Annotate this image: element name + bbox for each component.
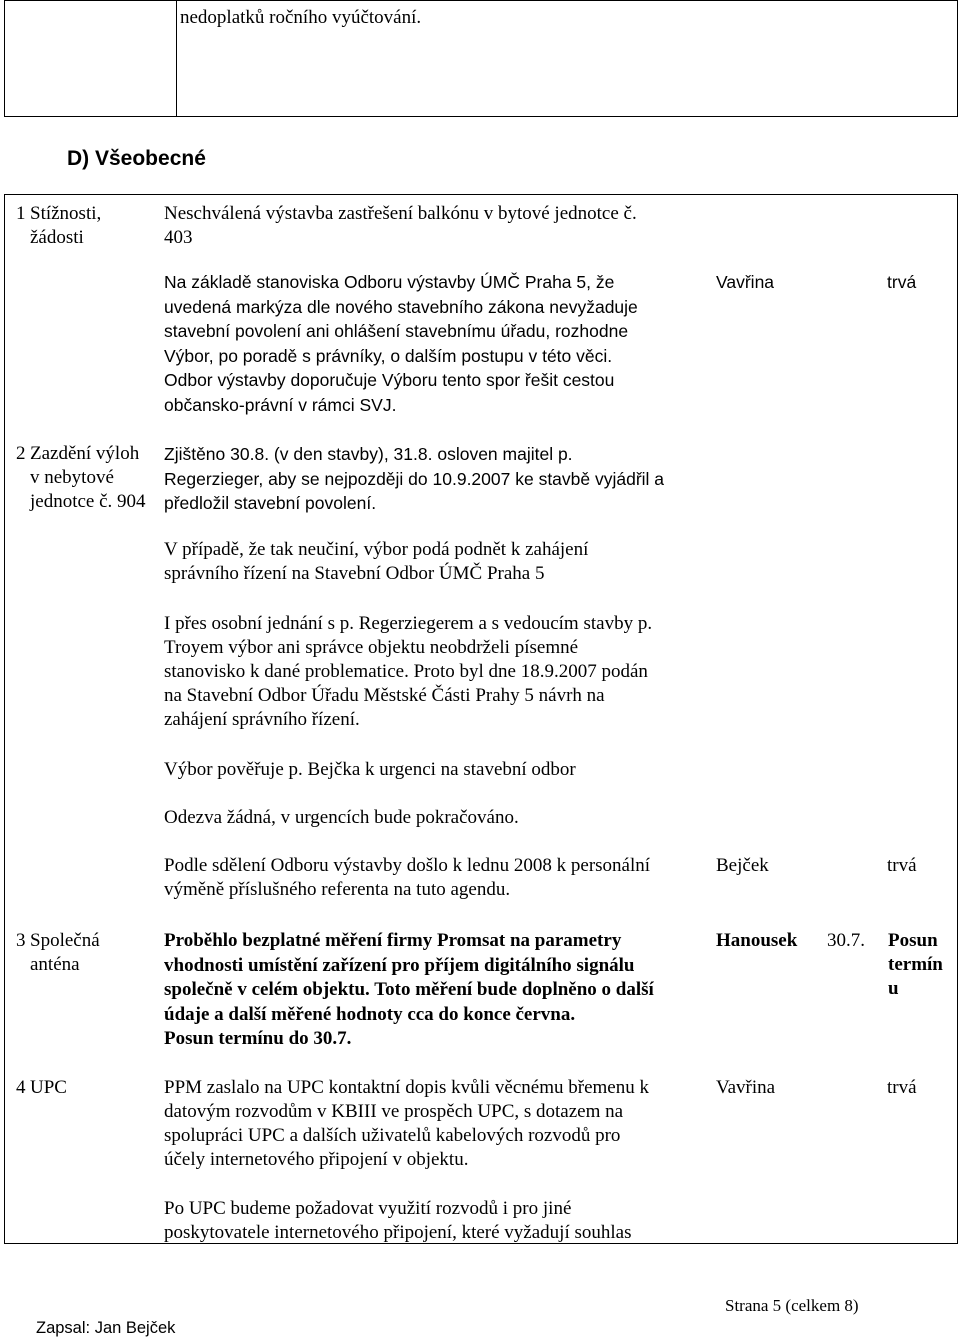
row3-date: 30.7. <box>827 930 865 951</box>
row2-p3-line: zahájení správního řízení. <box>164 709 360 730</box>
row1-topic-line: žádosti <box>30 227 84 248</box>
page-number: Strana 5 (celkem 8) <box>725 1296 859 1315</box>
row3-body-line: vhodnosti umístění zařízení pro příjem digitálního signálu <box>164 954 635 976</box>
row4-p1-line: účely internetového připojení v objektu. <box>164 1149 469 1170</box>
top-table-border-right <box>957 0 958 117</box>
row4-p2-line: poskytovatele internetového připojení, které vyžadují souhlas <box>164 1222 632 1243</box>
row4-topic: UPC <box>30 1077 67 1098</box>
row2-responsible: Bejček <box>716 855 769 876</box>
row2-status: trvá <box>887 855 917 876</box>
row2-topic-line: Zazdění výloh <box>30 443 140 464</box>
row1-responsible: Vavřina <box>716 272 775 292</box>
top-table-col-divider <box>176 0 177 117</box>
row1-body-line: uvedená markýza dle nového stavebního zákona nevyžaduje <box>164 296 638 317</box>
row3-body-line: údaje a další měřené hodnoty cca do konce června. <box>164 1003 576 1025</box>
row2-p1-line: předložil stavební povolení. <box>164 493 377 513</box>
row4-p2-line: Po UPC budeme požadovat využití rozvodů i pro jiné <box>164 1198 572 1219</box>
row1-body-line: občansko-právní v rámci SVJ. <box>164 394 397 415</box>
main-table-border-top <box>4 194 958 195</box>
row3-body-line: Proběhlo bezplatné měření firmy Promsat na parametry <box>164 930 622 951</box>
row1-topic-line: Stížnosti, <box>30 203 102 224</box>
row4-p1-line: datovým rozvodům v KBIII ve prospěch UPC, s dotazem na <box>164 1101 624 1122</box>
row2-p4: Výbor pověřuje p. Bejčka k urgenci na stavební odbor <box>164 759 576 780</box>
row1-body-line: Na základě stanoviska Odboru výstavby ÚMČ Praha 5, že <box>164 272 615 292</box>
row1-body-line: Odbor výstavby doporučuje Výboru tento spor řešit cestou <box>164 370 615 390</box>
row3-topic-line: Společná <box>30 930 100 951</box>
row2-p1-line: Regerzieger, aby se nejpozději do 10.9.2007 ke stavbě vyjádřil a <box>164 468 665 489</box>
row3-responsible: Hanousek <box>716 930 798 951</box>
top-table-border-bottom <box>4 116 958 117</box>
section-title: D) Všeobecné <box>67 147 206 170</box>
row2-p2-line: správního řízení na Stavební Odbor ÚMČ Praha 5 <box>164 563 545 584</box>
row1-intro-line: Neschválená výstavba zastřešení balkónu v bytové jednotce č. <box>164 203 637 224</box>
row2-p3-line: stanovisko k dané problematice. Proto byl dne 18.9.2007 podán <box>164 661 648 682</box>
row2-number: 2 <box>16 443 26 464</box>
main-table-border-left <box>4 194 5 1244</box>
row1-intro-line: 403 <box>164 227 193 248</box>
row3-topic-line: anténa <box>30 954 80 975</box>
row4-responsible: Vavřina <box>716 1077 776 1098</box>
top-row-text: nedoplatků ročního vyúčtování. <box>180 7 422 28</box>
row2-p2-line: V případě, že tak neučiní, výbor podá podnět k zahájení <box>164 539 589 560</box>
row4-p1-line: spolupráci UPC a dalších uživatelů kabelových rozvodů pro <box>164 1125 621 1146</box>
row2-p6-line: výměně příslušného referenta na tuto agendu. <box>164 879 511 900</box>
row4-status: trvá <box>887 1077 917 1098</box>
row2-p6-line: Podle sdělení Odboru výstavby došlo k lednu 2008 k personální <box>164 855 651 876</box>
row2-p5: Odezva žádná, v urgencích bude pokračováno. <box>164 807 519 828</box>
row1-body-line: Výbor, po poradě s právníky, o dalším postupu v této věci. <box>164 345 613 366</box>
recorder-name: Zapsal: Jan Bejček <box>36 1319 176 1337</box>
top-table-border-left <box>4 0 5 117</box>
main-table-border-right <box>957 194 958 1244</box>
row2-p3-line: na Stavební Odbor Úřadu Městské Části Prahy 5 návrh na <box>164 685 605 706</box>
row3-body-line: společně v celém objektu. Toto měření bude doplněno o další <box>164 979 654 1000</box>
row1-body-line: stavební povolení ani ohlášení stavebnímu úřadu, rozhodne <box>164 321 629 341</box>
row2-topic-line: v nebytové <box>30 467 114 488</box>
row3-status-line: Posun <box>888 930 938 951</box>
row2-p1-line: Zjištěno 30.8. (v den stavby), 31.8. osloven majitel p. <box>164 444 573 464</box>
row4-number: 4 <box>16 1077 26 1098</box>
top-table-border-top <box>4 0 958 1</box>
row2-p3-line: I přes osobní jednání s p. Regerziegerem a s vedoucím stavby p. <box>164 613 653 634</box>
row2-p3-line: Troyem výbor ani správce objektu neobdrželi písemné <box>164 637 579 658</box>
row2-topic-line: jednotce č. 904 <box>30 491 146 512</box>
row3-status-line: u <box>888 978 899 999</box>
row3-number: 3 <box>16 930 26 951</box>
row3-status-line: termín <box>888 954 943 975</box>
row3-body-line: Posun termínu do 30.7. <box>164 1028 352 1049</box>
row1-number: 1 <box>16 203 26 224</box>
row4-p1-line: PPM zaslalo na UPC kontaktní dopis kvůli věcnému břemenu k <box>164 1077 649 1098</box>
row1-status: trvá <box>887 272 917 292</box>
